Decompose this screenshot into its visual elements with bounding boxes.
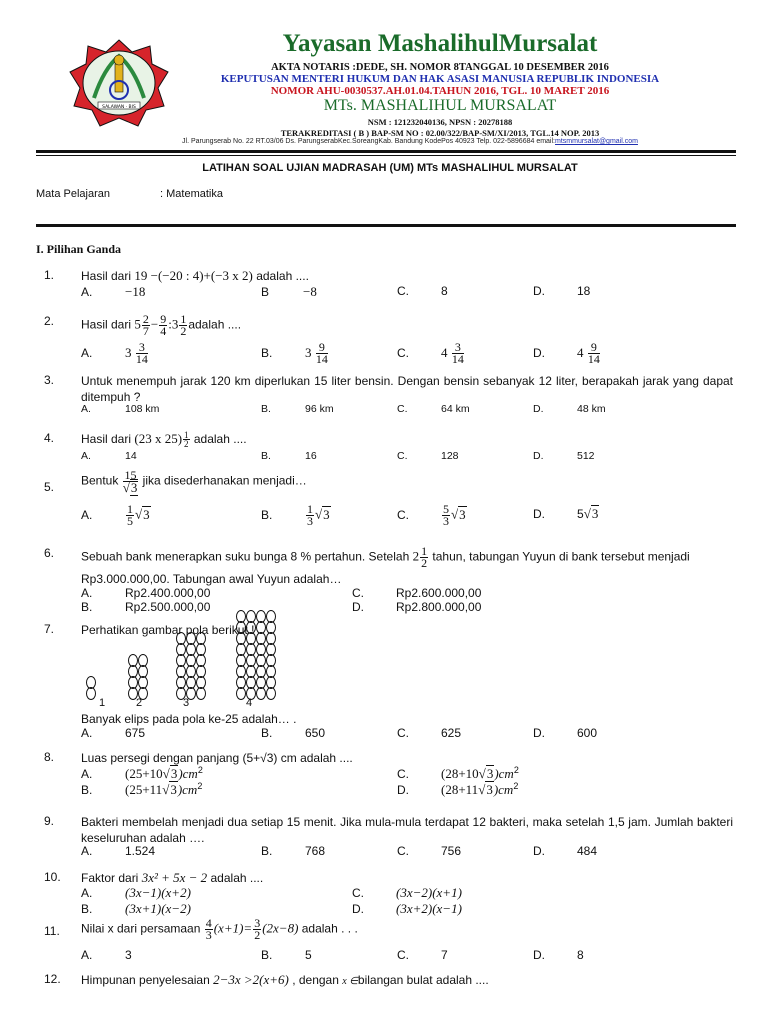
pattern-label-3: 3 [183, 697, 190, 709]
question-text: Sebuah bank menerapkan suku bunga 8 % pertahun. Setelah 2 $\frac{1}{2}$ tahun, tabungan Yuyun di bank tersebut menjadi [81, 544, 690, 570]
option-a[interactable]: A. (3x−1)(x+2) [81, 885, 191, 900]
question-text-cont: Banyak elips pada pola ke-25 adalah… . [81, 712, 297, 726]
option-c[interactable]: C. (3x−2)(x+1) [352, 885, 462, 900]
option-b[interactable]: B. 768 [261, 844, 326, 858]
question-number: 7. [44, 622, 55, 636]
question-number: 11. [44, 924, 60, 938]
ellipse-pattern [86, 638, 346, 714]
question-number: 2. [44, 314, 55, 328]
question-text: Bakteri membelah menjadi dua setiap 15 menit. Jika mula-mula terdapat 12 bakteri, maka setelah 1,5 jam. Jumlah bakteri keseluruhan adalah …. [81, 815, 733, 845]
option-a[interactable]: A. Rp2.400.000,00 [81, 586, 211, 600]
option-a[interactable]: A. 108 km [81, 403, 160, 415]
subject-divider [36, 224, 736, 227]
question-text-cont: Rp3.000.000,00. Tabungan awal Yuyun adalah… [81, 572, 342, 586]
subject-label: Mata Pelajaran [36, 188, 110, 200]
option-b[interactable]: B. 650 [261, 726, 326, 740]
school-address: Jl. Parungserab No. 22 RT.03/06 Ds. ParungserabKec.SoreangKab. Bandung KodePos 40923 Telp. 022-5896684 email:mtsmmursalat@gmail.com [182, 138, 638, 145]
question-number: 10. [44, 870, 61, 884]
foundation-logo [64, 38, 174, 128]
header-divider [36, 150, 736, 153]
question-number: 4. [44, 431, 55, 445]
question-number: 9. [44, 814, 55, 828]
option-d[interactable]: D. 600 [533, 726, 598, 740]
subject-value: : Matematika [160, 188, 223, 200]
question-text: Perhatikan gambar pola berikut ! [81, 623, 255, 637]
svg-text:SALAWAN · BIS: SALAWAN · BIS [102, 105, 136, 110]
question-text: Faktor dari 3x² + 5x − 2 adalah .... [81, 870, 264, 885]
accreditation: TERAKREDITASI ( B ) BAP-SM NO : 02.00/322/BAP-SM/XI/2013, TGL.14 NOP. 2013 [280, 128, 600, 138]
question-text: Luas persegi dengan panjang (5+√3) cm adalah .... [81, 751, 353, 765]
option-a[interactable]: A. 1.524 [81, 844, 156, 858]
option-d[interactable]: D. 484 [533, 844, 598, 858]
question-number: 1. [44, 268, 55, 282]
pattern-label-4: 4 [246, 697, 253, 709]
option-a[interactable]: A. $\frac{1}{5}$ √3 [81, 502, 150, 528]
header-divider-thin [36, 155, 736, 156]
pattern-ellipse [196, 687, 206, 700]
option-b[interactable]: B. 5 [261, 948, 312, 962]
option-c[interactable]: C. 756 [397, 844, 462, 858]
option-a[interactable]: A. 3 $\frac{3}{14}$ [81, 340, 148, 366]
option-d[interactable]: D. 512 [533, 450, 595, 462]
pattern-ellipse [256, 687, 266, 700]
option-c[interactable]: C. 64 km [397, 403, 470, 415]
question-7 [44, 622, 744, 746]
pattern-ellipse [86, 687, 96, 700]
school-name: MTs. MASHALIHUL MURSALAT [323, 97, 557, 114]
option-a[interactable]: A. −18 [81, 284, 146, 299]
option-a[interactable]: A. 14 [81, 450, 137, 462]
option-c[interactable]: C. 8 [397, 284, 448, 298]
notary-deed: AKTA NOTARIS :DEDE, SH. NOMOR 8TANGGAL 10 DESEMBER 2016 [271, 62, 609, 73]
option-b[interactable]: B. 96 km [261, 403, 334, 415]
question-text: Untuk menempuh jarak 120 km diperlukan 15 liter bensin. Dengan bensin sebanyak 12 liter, berapakah jarak yang dapat ditempuh ? [81, 374, 733, 404]
question-text: Himpunan penyelesaian 2−3x >2(x+6) , dengan x ∈bilangan bulat adalah .... [81, 972, 489, 987]
school-email[interactable]: mtsmmursalat@gmail.com [555, 138, 638, 145]
option-c[interactable]: C. 7 [397, 948, 448, 962]
option-a[interactable]: A. 675 [81, 726, 146, 740]
option-d[interactable]: D. (3x+2)(x−1) [352, 901, 462, 916]
decree-number: NOMOR AHU-0030537.AH.01.04.TAHUN 2016, TGL. 10 MARET 2016 [270, 85, 610, 97]
pattern-ellipse [266, 687, 276, 700]
question-text: Hasil dari (23 x 25) $\frac{1}{2}$ adalah .... [81, 430, 247, 449]
option-b[interactable]: B. 16 [261, 450, 317, 462]
option-c[interactable]: C. 4 $\frac{3}{14}$ [397, 340, 464, 366]
option-c[interactable]: C. $(28+10√3)cm^2$ [397, 765, 519, 781]
pattern-label-2: 2 [136, 697, 143, 709]
option-d[interactable]: D. 48 km [533, 403, 606, 415]
question-number: 12. [44, 972, 61, 986]
option-b[interactable]: B. $\frac{1}{3}$ √3 [261, 502, 330, 528]
question-text: Hasil dari 5 $\frac{2}{7}$ − $\frac{9}{4}$ :3 $\frac{1}{2}$ adalah .... [81, 312, 242, 338]
option-b[interactable]: B −8 [261, 284, 317, 299]
option-d[interactable]: D. 5√3 [533, 506, 599, 521]
pattern-ellipse [236, 687, 246, 700]
exam-title: LATIHAN SOAL UJIAN MADRASAH (UM) MTs MASHALIHUL MURSALAT [202, 162, 578, 174]
option-c[interactable]: C. 625 [397, 726, 462, 740]
option-b[interactable]: B. $(25+11√3)cm^2$ [81, 781, 203, 797]
option-a[interactable]: A. 3 [81, 948, 132, 962]
pattern-label-1: 1 [99, 697, 106, 709]
option-b[interactable]: B. (3x+1)(x−2) [81, 901, 191, 916]
question-text: Hasil dari 19 −(−20 : 4)+(−3 x 2) adalah .... [81, 268, 309, 283]
option-a[interactable]: A. $(25+10√3)cm^2$ [81, 765, 203, 781]
question-number: 5. [44, 480, 55, 494]
question-number: 8. [44, 750, 55, 764]
question-number: 6. [44, 546, 55, 560]
option-b[interactable]: B. Rp2.500.000,00 [81, 600, 211, 614]
option-d[interactable]: D. 8 [533, 948, 584, 962]
section-heading: I. Pilihan Ganda [36, 242, 122, 256]
option-d[interactable]: D. Rp2.800.000,00 [352, 600, 482, 614]
question-number: 3. [44, 373, 55, 387]
foundation-name: Yayasan MashalihulMursalat [282, 30, 598, 57]
option-c[interactable]: C. 128 [397, 450, 459, 462]
ministry-decree: KEPUTUSAN MENTERI HUKUM DAN HAK ASASI MANUSIA REPUBLIK INDONESIA [220, 73, 660, 85]
option-b[interactable]: B. 3 $\frac{9}{14}$ [261, 340, 328, 366]
question-text: Nilai x dari persamaan $\frac{4}{3}$ (x+1)= $\frac{3}{2}$ (2x−8) adalah . . . [81, 916, 358, 942]
question-text: Bentuk $\frac{15}{√3}$ jika disederhanakan menjadi… [81, 468, 307, 495]
option-d[interactable]: D. 4 $\frac{9}{14}$ [533, 340, 600, 366]
option-d[interactable]: D. 18 [533, 284, 591, 298]
option-c[interactable]: C. Rp2.600.000,00 [352, 586, 482, 600]
option-c[interactable]: C. $\frac{5}{3}$ √3 [397, 502, 466, 528]
school-ids: NSM : 121232040136, NPSN : 20278188 [367, 117, 513, 127]
option-d[interactable]: D. $(28+11√3)cm^2$ [397, 781, 519, 797]
